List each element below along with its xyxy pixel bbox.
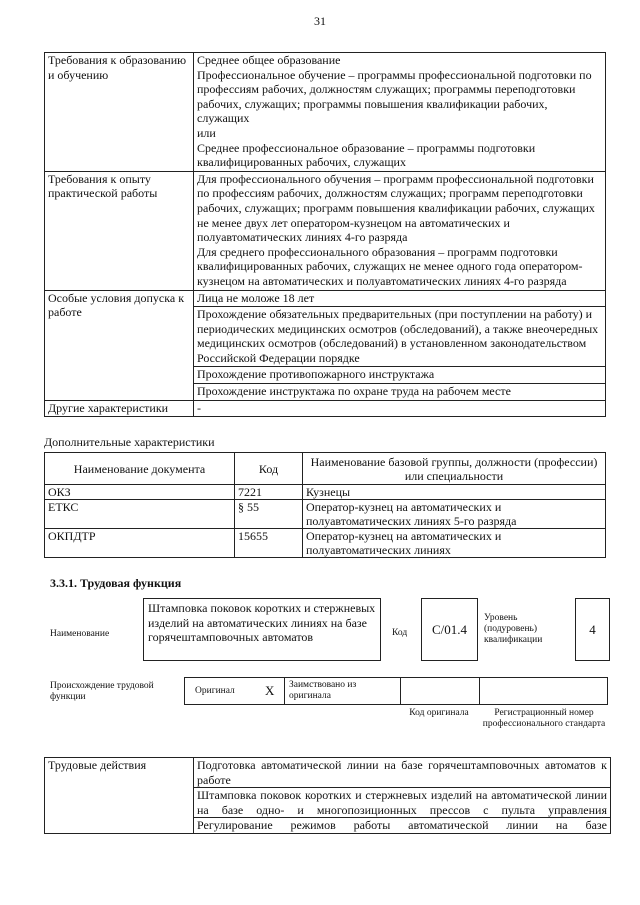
requirements-table [44, 52, 606, 417]
row-label-other: Другие характеристики [45, 400, 194, 417]
code-cell: § 55 [235, 500, 303, 529]
header-code: Код [235, 453, 303, 485]
borrowed-label: Заимствовано из оригинала [289, 680, 357, 701]
additional-title: Дополнительные характеристики [44, 435, 215, 449]
header-document: Наименование документа [45, 453, 235, 485]
group-cell: Кузнецы [303, 485, 606, 500]
actions-table [44, 757, 611, 834]
action-item: Регулирование режимов работы автоматической линии на базе [194, 818, 611, 834]
page-number: 31 [314, 14, 326, 28]
row-label-education: Требования к образованию и обучению [45, 53, 194, 172]
section-title: 3.3.1. Трудовая функция [50, 576, 182, 590]
original-mark: X [265, 683, 275, 698]
code-cell: 7221 [235, 485, 303, 500]
code-original-caption: Код оригинала [409, 708, 469, 718]
other-characteristics: - [194, 400, 606, 417]
reg-number-caption: Регистрационный номер профессионального стандарта [482, 708, 606, 729]
table-header-row [45, 453, 606, 485]
group-cell: Оператор-кузнец на автоматических и полуавтоматических линиях [303, 529, 606, 558]
condition-fire-briefing: Прохождение противопожарного инструктажа [194, 367, 606, 384]
doc-cell: ОКЗ [45, 485, 235, 500]
code-value-box: C/01.4 [421, 598, 478, 661]
table-row [45, 758, 611, 788]
table-row [45, 290, 606, 307]
row-label-special-conditions: Особые условия допуска к работе [45, 290, 194, 400]
origin-label: Происхождение трудовой функции [50, 681, 154, 702]
original-label: Оригинал [195, 686, 235, 696]
level-label: Уровень (подуровень) квалификации [484, 613, 543, 645]
table-row [45, 529, 606, 558]
table-row [45, 400, 606, 417]
row-label-experience: Требования к опыту практической работы [45, 171, 194, 290]
condition-safety-briefing: Прохождение инструктажа по охране труда на рабочем месте [194, 384, 606, 401]
education-requirements: Среднее общее образование Профессиональное обучение – программы профессиональной подготовки по профессиям рабочих, должностям служащих; программы переподготовки рабочих, служащих; программы повышения квалификации рабочих, служащих или Среднее профессиональное образование – программы подготовки квалифицированных рабочих, служащих [194, 53, 606, 172]
additional-table [44, 452, 606, 558]
action-item: Штамповка поковок коротких и стержневых изделий на автоматической линии на базе одно- и многопозиционных прессов с пульта управления [194, 788, 611, 818]
experience-requirements: Для профессионального обучения – программ профессиональной подготовки по профессиям рабочих, должностям служащих; программ переподготовки рабочих, служащих; программ повышения квалификации рабочих, служащих не менее двух лет оператором-кузнецом на автоматических и полуавтоматических линиях 4-го разряда Для среднего профессионального образования – программ подготовки квалифицированных рабочих, служащих не менее одного года оператором-кузнецом на автоматических и полуавтоматических линиях 4-го разряда [194, 171, 606, 290]
divider [400, 677, 401, 705]
table-row [45, 53, 606, 172]
name-label: Наименование [50, 629, 110, 639]
doc-cell: ЕТКС [45, 500, 235, 529]
condition-age: Лица не моложе 18 лет [194, 290, 606, 307]
code-label: Код [392, 628, 408, 638]
doc-cell: ОКПДТР [45, 529, 235, 558]
table-row [45, 500, 606, 529]
table-row [45, 485, 606, 500]
condition-medical: Прохождение обязательных предварительных (при поступлении на работу) и периодических медицинских осмотров (обследований), а также внеочередных медицинских осмотров (обследований) в установленном законодательством Российской Федерации порядке [194, 307, 606, 367]
code-cell: 15655 [235, 529, 303, 558]
level-value-box: 4 [575, 598, 610, 661]
divider [479, 677, 480, 705]
function-name-box: Штамповка поковок коротких и стержневых изделий на автоматических линиях на базе горячештамповочных автоматов [143, 598, 381, 661]
origin-row [184, 677, 608, 705]
header-group: Наименование базовой группы, должности (профессии) или специальности [303, 453, 606, 485]
group-cell: Оператор-кузнец на автоматических и полуавтоматических линиях 5-го разряда [303, 500, 606, 529]
actions-label: Трудовые действия [45, 758, 194, 834]
table-row [45, 171, 606, 290]
divider [284, 677, 285, 705]
action-item: Подготовка автоматической линии на базе горячештамповочных автоматов к работе [194, 758, 611, 788]
